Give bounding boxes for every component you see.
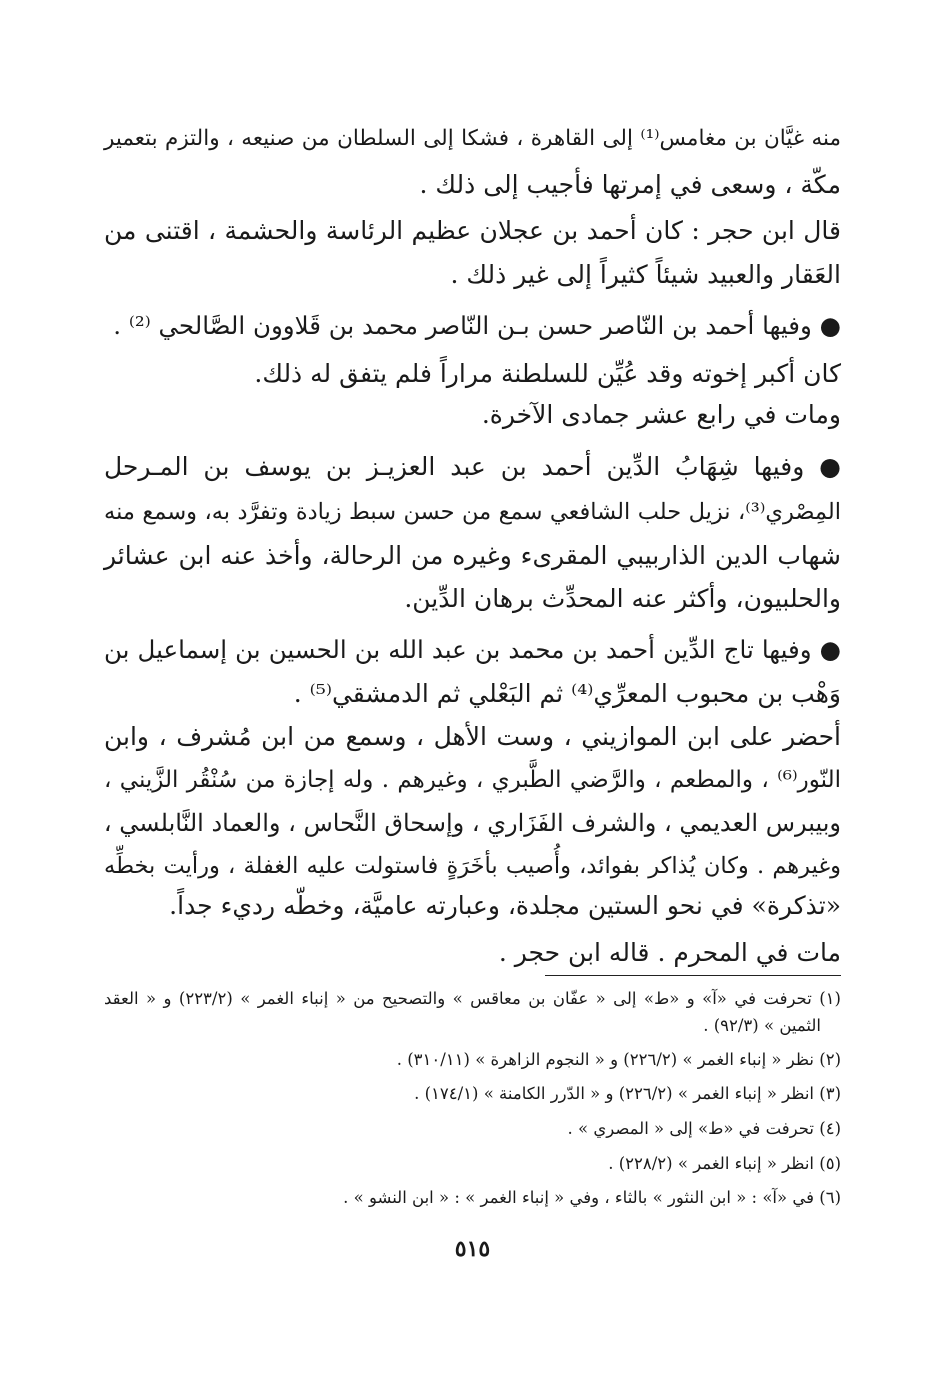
text-line: ● وفيها أحمد بن النّاصر حسن بـن النّاصر محمد بن قَلاوون الصَّالحي ⁽²⁾ . [113, 311, 841, 340]
text-line: والحلبيون، وأكثر عنه المحدِّث برهان الدِّين. [404, 584, 841, 613]
text-line: مكّة ، وسعى في إمرتها فأجيب إلى ذلك . [419, 170, 841, 199]
text-line: ومات في رابع عشر جمادى الآخرة. [481, 400, 841, 429]
text-line: المِصْري⁽³⁾، نزيل حلب الشافعي سمع من حسن سبط زيادة وتفرَّد به، وسمع منه [104, 499, 841, 525]
footnote-line: (٢) نظر « إنباء الغمر » (٢٢٦/٢) و « النجوم الزاهرة » (٣١٠/١١) . [396, 1050, 841, 1069]
text-line: مات في المحرم . قاله ابن حجر . [498, 938, 841, 967]
text-line: النّور⁽⁶⁾ ، والمطعم ، والرَّضي الطَّبري ، وغيرهم . وله إجازة من سُنْقُر الزَّيني ، [104, 767, 841, 793]
footnote-line: (٤) تحرفت في «ط» إلى « المصري » . [567, 1119, 841, 1138]
text-line: وغيرهم . وكان يُذاكر بفوائد، وأُصيب بأخَرَةٍ فاستولت عليه الغفلة ، ورأيت بخطِّه [104, 853, 841, 879]
text-line: ● وفيها تاج الدِّين أحمد بن محمد بن عبد الله بن الحسين بن إسماعيل بن [104, 635, 841, 664]
text-line: كان أكبر إخوته وقد عُيِّن للسلطنة مراراً فلم يتفق له ذلك. [254, 359, 841, 388]
footnote-line: الثمين » (٩٢/٣) . [703, 1016, 821, 1035]
text-line: وبيبرس العديمي ، والشرف الفَزَاري ، وإسحاق النَّحاس ، والعماد النَّابلسي ، [103, 809, 841, 837]
text-line: العَقار والعبيد شيئاً كثيراً إلى غير ذلك . [450, 260, 841, 289]
footnote-line: (٥) انظر « إنباء الغمر » (٢٢٨/٢) . [608, 1154, 841, 1173]
text-line: منه غيَّان بن مغامس⁽¹⁾ إلى القاهرة ، فشكا إلى السلطان من صنيعه ، والتزم بتعمير [104, 126, 841, 151]
text-line: وَهْب بن محبوب المعرِّي⁽⁴⁾ ثم البَعْلي ثم الدمشقي⁽⁵⁾ . [293, 679, 841, 708]
text-line: أحضر على ابن الموازيني ، وست الأهل ، وسمع من ابن مُشرف ، وابن [104, 722, 841, 751]
text-line: «تذكرة» في نحو الستين مجلدة، وعبارته عاميَّة، وخطّه رديء جداً. [169, 891, 841, 920]
footnote-separator [545, 975, 841, 976]
page-number: ٥١٥ [454, 1236, 491, 1262]
footnote-line: (٦) في «آ» : « ابن النثور » بالثاء ، وفي « إنباء الغمر » : « ابن النشو » . [343, 1188, 841, 1207]
text-line: شهاب الدين الذاربيبي المقرىء وغيره من الرحالة، وأخذ عنه ابن عشائر [104, 541, 841, 570]
text-line: قال ابن حجر : كان أحمد بن عجلان عظيم الرئاسة والحشمة ، اقتنى من [104, 216, 841, 245]
footnote-line: (١) تحرفت في «آ» و «ط» إلى « عفّان بن معاقس » والتصحيح من « إنباء الغمر » (٢٢٣/٢) و « العقد [104, 989, 841, 1008]
text-line: ● وفيها شِهَابُ الدِّين أحمد بن عبد العزيـز بن يوسف بن المـرحل [104, 452, 841, 481]
footnote-line: (٣) انظر « إنباء الغمر » (٢٢٦/٢) و « الدّرر الكامنة » (١٧٤/١) . [414, 1084, 841, 1103]
